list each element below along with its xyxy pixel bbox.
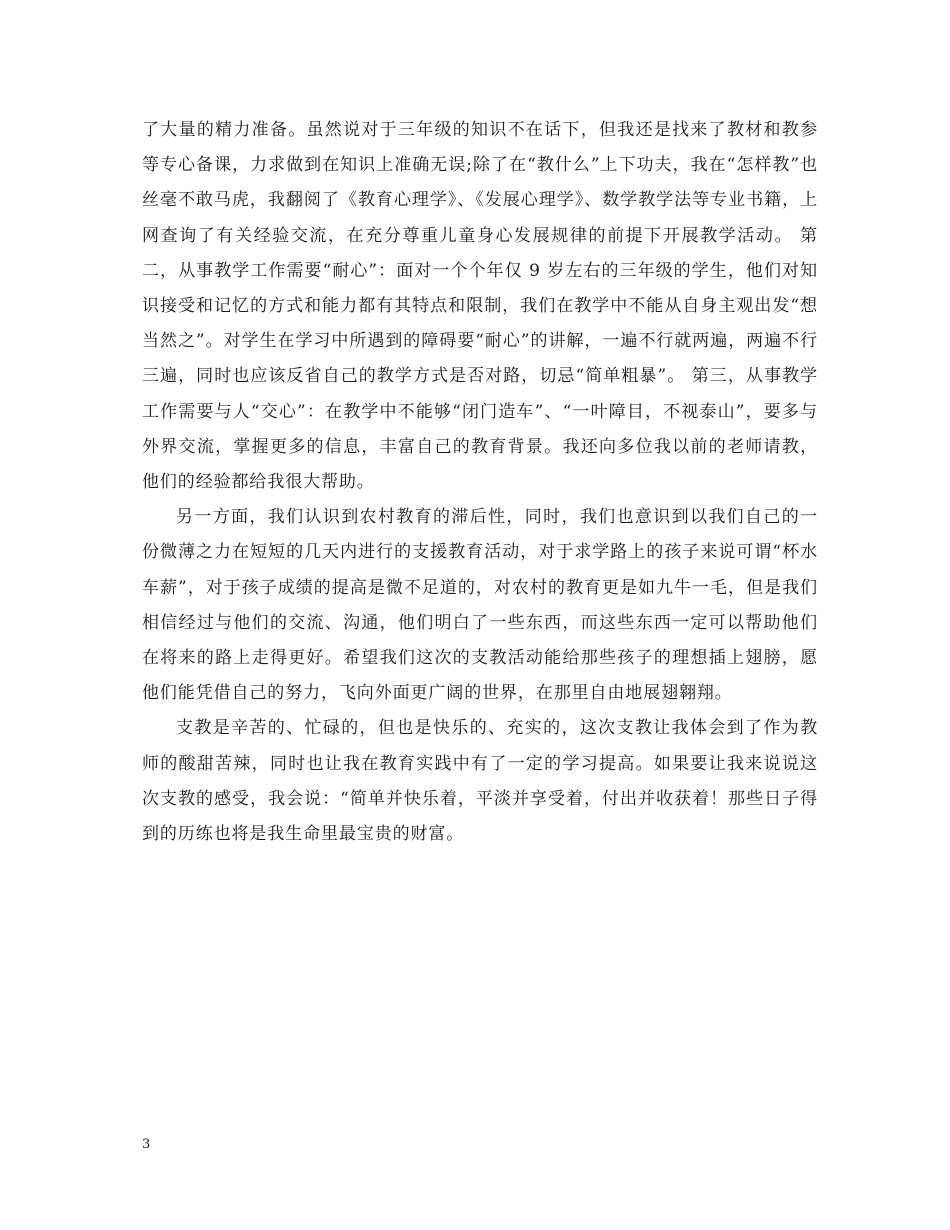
- document-body: [142, 113, 818, 852]
- paragraph-2: 另一方面，我们认识到农村教育的滞后性，同时，我们也意识到以我们自己的一份微薄之力在短短的几天内进行的支援教育活动，对于求学路上的孩子来说可谓“杯水车薪”，对于孩子成绩的提高是微不足道的，对农村的教育更是如九牛一毛，但是我们相信经过与他们的交流、沟通，他们明白了一些东西，而这些东西一定可以帮助他们在将来的路上走得更好。希望我们这次的支教活动能给那些孩子的理想插上翅膀，愿他们能凭借自己的努力，飞向外面更广阔的世界，在那里自由地展翅翱翔。: [142, 507, 818, 704]
- paragraph-1: 了大量的精力准备。虽然说对于三年级的知识不在话下，但我还是找来了教材和教参等专心备课，力求做到在知识上准确无误;除了在“教什么”上下功夫，我在“怎样教”也丝毫不敢马虎，我翻阅了《教育心理学》、《发展心理学》、数学教学法等专业书籍，上网查询了有关经验交流，在充分尊重儿童身心发展规律的前提下开展教学活动。 第二，从事教学工作需要“耐心”：面对一个个年仅 9 岁左右的三年级的学生，他们对知识接受和记忆的方式和能力都有其特点和限制，我们在教学中不能从自身主观出发“想当然之”。对学生在学习中所遇到的障碍要“耐心”的讲解，一遍不行就两遍，两遍不行三遍，同时也应该反省自己的教学方式是否对路，切忌“简单粗暴”。 第三，从事教学工作需要与人“交心”：在教学中不能够“闭门造车”、“一叶障目，不视泰山”，要多与外界交流，掌握更多的信息，丰富自己的教育背景。我还向多位我以前的老师请教，他们的经验都给我很大帮助。: [142, 120, 818, 493]
- paragraph-3: 支教是辛苦的、忙碌的，但也是快乐的、充实的，这次支教让我体会到了作为教师的酸甜苦辣，同时也让我在教育实践中有了一定的学习提高。如果要让我来说说这次支教的感受，我会说：“简单并快乐着，平淡并享受着，付出并收获着！那些日子得到的历练也将是我生命里最宝贵的财富。: [142, 718, 818, 845]
- page-number: 3: [142, 1137, 151, 1152]
